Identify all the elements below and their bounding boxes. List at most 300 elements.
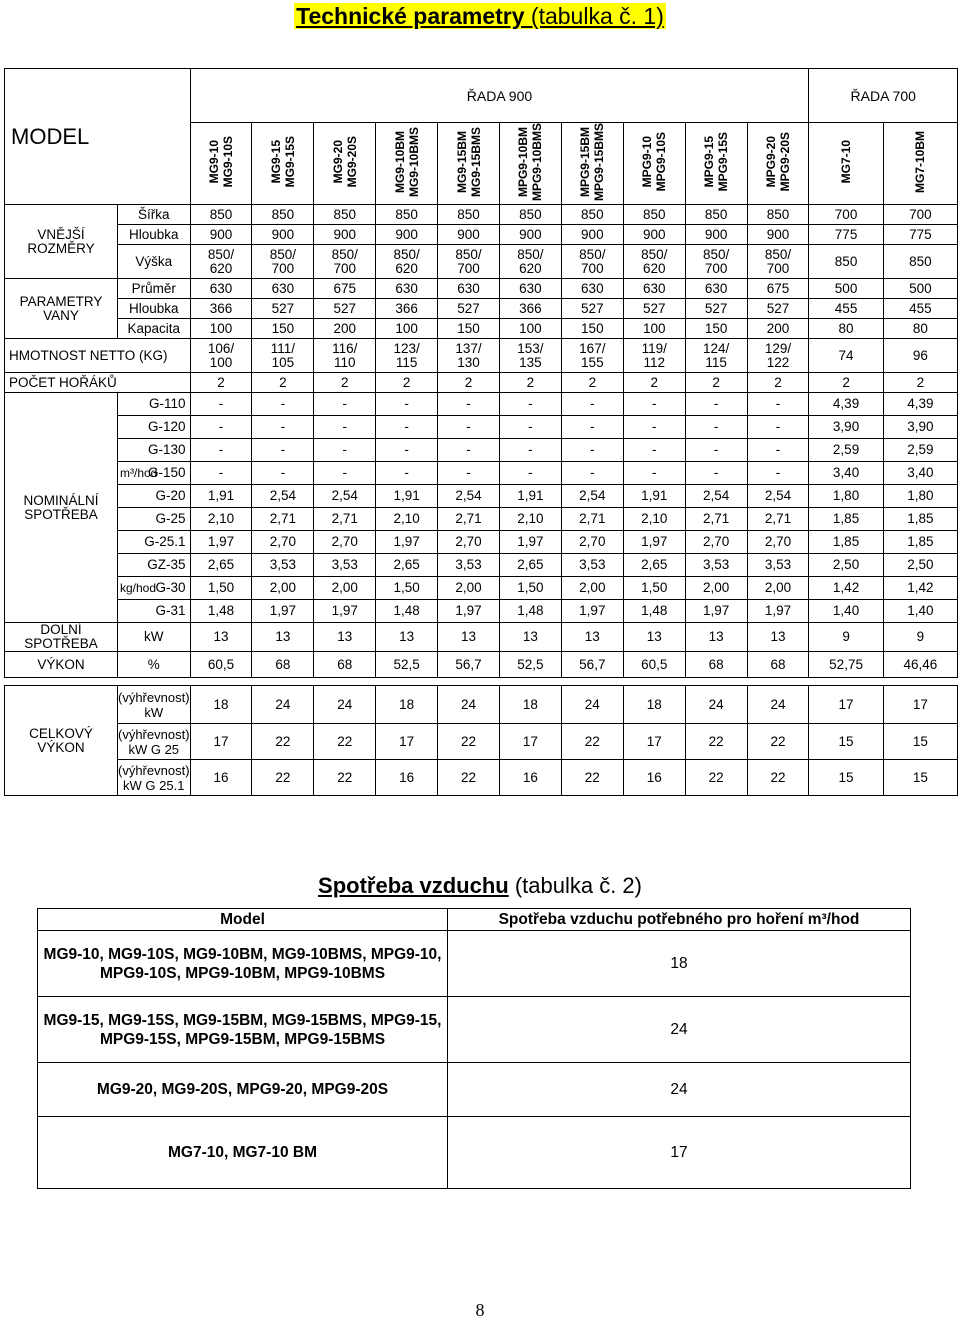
model-column-header [685, 123, 747, 205]
value-cell: 24 [685, 686, 747, 724]
row-label-weight: HMOTNOST NETTO (KG) [5, 339, 191, 373]
value-cell: 850 [561, 205, 623, 225]
value-cell: 2,54 [561, 485, 623, 508]
table-row [5, 299, 958, 319]
value-cell: 200 [747, 319, 809, 339]
value-cell: 150 [561, 319, 623, 339]
value-cell: 2 [809, 373, 883, 393]
value-cell: 2,70 [561, 531, 623, 554]
value-cell: 18 [623, 686, 685, 724]
value-cell: 900 [685, 225, 747, 245]
value-cell: 630 [499, 279, 561, 299]
model-column-label: MPG9-20 MPG9-20S [763, 132, 792, 192]
value-cell: 24 [747, 686, 809, 724]
value-cell: 80 [809, 319, 883, 339]
value-cell: 1,91 [190, 485, 252, 508]
model-column-label: MG7-10BM [913, 131, 928, 194]
series-700-header: ŘADA 700 [809, 69, 958, 123]
model-column-label: MPG9-10 MPG9-10S [640, 132, 669, 192]
value-cell: 2,00 [438, 577, 500, 600]
value-cell: 2,10 [499, 508, 561, 531]
value-cell: - [252, 416, 314, 439]
value-cell: 3,53 [314, 554, 376, 577]
value-cell: 850/ 700 [252, 245, 314, 279]
value-cell: 1,50 [376, 577, 438, 600]
model-column-label: MG7-10 [839, 140, 854, 184]
air-value-cell: 17 [448, 1117, 911, 1189]
model-column-header [252, 123, 314, 205]
value-cell: 2,54 [685, 485, 747, 508]
value-cell: 3,40 [883, 462, 957, 485]
value-cell: 850/ 700 [314, 245, 376, 279]
value-cell: - [376, 462, 438, 485]
gas-type-label: G-25 [155, 511, 186, 527]
value-cell: - [499, 462, 561, 485]
value-cell: 1,48 [623, 600, 685, 623]
value-cell: 2,00 [252, 577, 314, 600]
value-cell: 2 [376, 373, 438, 393]
value-cell: 116/ 110 [314, 339, 376, 373]
value-cell: 630 [623, 279, 685, 299]
value-cell: 4,39 [883, 393, 957, 416]
table-row [5, 686, 958, 724]
air-consumption-table [37, 908, 911, 1189]
value-cell: - [438, 393, 500, 416]
value-cell: 80 [883, 319, 957, 339]
table-row [5, 416, 958, 439]
value-cell: 630 [561, 279, 623, 299]
value-cell: 2,71 [561, 508, 623, 531]
value-cell: 850/ 620 [190, 245, 252, 279]
value-cell: 1,85 [883, 508, 957, 531]
value-cell: 60,5 [623, 652, 685, 678]
value-cell: 2,70 [252, 531, 314, 554]
value-cell: 111/ 105 [252, 339, 314, 373]
value-cell: 3,53 [747, 554, 809, 577]
value-cell: 17 [883, 686, 957, 724]
table-row [5, 577, 958, 600]
value-cell: 2,71 [438, 508, 500, 531]
model-column-label: MPG9-15 MPG9-15S [702, 132, 731, 192]
table-row [5, 373, 958, 393]
row-label-height: Výška [118, 245, 191, 279]
value-cell: 52,5 [376, 652, 438, 678]
value-cell: 900 [376, 225, 438, 245]
value-cell: - [623, 416, 685, 439]
air-value-cell: 24 [448, 1063, 911, 1117]
m3-unit: m³/hod [120, 466, 158, 481]
value-cell: - [438, 462, 500, 485]
value-cell: 22 [561, 760, 623, 796]
value-cell: 96 [883, 339, 957, 373]
value-cell: 700 [809, 205, 883, 225]
value-cell: 2,65 [190, 554, 252, 577]
value-cell: 15 [883, 724, 957, 760]
value-cell: 850/ 620 [623, 245, 685, 279]
value-cell: - [561, 393, 623, 416]
value-cell: 2,70 [438, 531, 500, 554]
value-cell: - [685, 393, 747, 416]
value-cell: 2,00 [747, 577, 809, 600]
gas-type-cell [118, 439, 191, 462]
value-cell: 52,5 [499, 652, 561, 678]
value-cell: 775 [883, 225, 957, 245]
value-cell: 850/ 700 [438, 245, 500, 279]
value-cell: 1,97 [499, 531, 561, 554]
value-cell: 22 [314, 724, 376, 760]
value-cell: - [623, 393, 685, 416]
value-cell: 366 [190, 299, 252, 319]
value-cell: 200 [314, 319, 376, 339]
value-cell: - [190, 439, 252, 462]
value-cell: 2,54 [747, 485, 809, 508]
model-column-label: MPG9-10BM MPG9-10BMS [516, 123, 545, 202]
value-cell: 150 [685, 319, 747, 339]
value-cell: 2,10 [623, 508, 685, 531]
value-cell: 850 [747, 205, 809, 225]
row-label-width: Šířka [118, 205, 191, 225]
value-cell: 22 [561, 724, 623, 760]
value-cell: 2 [685, 373, 747, 393]
value-cell: 2,71 [252, 508, 314, 531]
value-cell: 850/ 620 [376, 245, 438, 279]
value-cell: 2 [252, 373, 314, 393]
value-cell: 100 [499, 319, 561, 339]
value-cell: 1,50 [190, 577, 252, 600]
value-cell: 22 [685, 724, 747, 760]
value-cell: 850 [190, 205, 252, 225]
model-column-header [376, 123, 438, 205]
value-cell: 13 [623, 623, 685, 652]
value-cell: 9 [883, 623, 957, 652]
value-cell: 4,39 [809, 393, 883, 416]
value-cell: 17 [623, 724, 685, 760]
table-row [5, 724, 958, 760]
table-row [5, 205, 958, 225]
efficiency-unit: % [118, 652, 191, 678]
value-cell: 1,40 [883, 600, 957, 623]
value-cell: 1,48 [190, 600, 252, 623]
value-cell: 775 [809, 225, 883, 245]
value-cell: 2,59 [809, 439, 883, 462]
value-cell: 16 [499, 760, 561, 796]
table2-title [0, 873, 960, 899]
value-cell: - [190, 416, 252, 439]
title1-rest: (tabulka č. 1) [524, 3, 664, 29]
value-cell: 9 [809, 623, 883, 652]
value-cell: 24 [252, 686, 314, 724]
table-row [5, 439, 958, 462]
value-cell: 24 [314, 686, 376, 724]
row-label-depth: Hloubka [118, 225, 191, 245]
value-cell: 2 [883, 373, 957, 393]
model-column-label: MG9-10 MG9-10S [206, 136, 235, 188]
value-cell: - [314, 416, 376, 439]
value-cell: 2 [190, 373, 252, 393]
total-power-row-label: (výhřevnost) kW G 25.1 [118, 760, 191, 796]
value-cell: 2,50 [809, 554, 883, 577]
value-cell: 850 [809, 245, 883, 279]
model-column-label: MG9-15 MG9-15S [268, 136, 297, 188]
table-row [5, 339, 958, 373]
gas-type-cell [118, 393, 191, 416]
value-cell: 24 [438, 686, 500, 724]
air-value-cell: 24 [448, 997, 911, 1063]
value-cell: 56,7 [561, 652, 623, 678]
row-label-vat-depth: Hloubka [118, 299, 191, 319]
model-column-label: MG9-10BM MG9-10BMS [392, 127, 421, 198]
value-cell: 1,97 [747, 600, 809, 623]
value-cell: 68 [252, 652, 314, 678]
value-cell: - [561, 416, 623, 439]
value-cell: 2,54 [252, 485, 314, 508]
value-cell: 15 [809, 724, 883, 760]
value-cell: 455 [883, 299, 957, 319]
value-cell: 3,90 [809, 416, 883, 439]
value-cell: - [747, 439, 809, 462]
value-cell: 68 [747, 652, 809, 678]
model-column-header [561, 123, 623, 205]
model-column-label: MPG9-15BM MPG9-15BMS [578, 123, 607, 202]
table-row [38, 931, 911, 997]
table-row [5, 508, 958, 531]
model-column-header [747, 123, 809, 205]
value-cell: 630 [685, 279, 747, 299]
spacer-cell [5, 678, 958, 686]
table1-title [0, 3, 960, 30]
value-cell: 1,42 [883, 577, 957, 600]
value-cell: - [561, 462, 623, 485]
table-row [5, 652, 958, 678]
value-cell: 1,97 [623, 531, 685, 554]
value-cell: 2 [623, 373, 685, 393]
value-cell: - [438, 439, 500, 462]
value-cell: 3,53 [438, 554, 500, 577]
value-cell: 850 [499, 205, 561, 225]
table-row [5, 225, 958, 245]
value-cell: - [314, 439, 376, 462]
value-cell: 74 [809, 339, 883, 373]
value-cell: 900 [623, 225, 685, 245]
value-cell: 675 [747, 279, 809, 299]
total-power-row-label: (výhřevnost) kW [118, 686, 191, 724]
model-column-header [314, 123, 376, 205]
value-cell: 850 [252, 205, 314, 225]
value-cell: 1,97 [252, 600, 314, 623]
value-cell: 22 [314, 760, 376, 796]
title2-rest: (tabulka č. 2) [508, 873, 642, 898]
value-cell: 527 [623, 299, 685, 319]
table-row [5, 279, 958, 299]
value-cell: 1,48 [376, 600, 438, 623]
value-cell: - [685, 439, 747, 462]
value-cell: 2,10 [190, 508, 252, 531]
value-cell: 2 [747, 373, 809, 393]
value-cell: 527 [314, 299, 376, 319]
value-cell: - [747, 393, 809, 416]
value-cell: 16 [190, 760, 252, 796]
value-cell: - [252, 439, 314, 462]
gas-type-label: G-120 [148, 419, 186, 435]
value-cell: 850 [438, 205, 500, 225]
value-cell: 2,71 [685, 508, 747, 531]
model-column-header: Model [38, 909, 448, 931]
value-cell: 68 [314, 652, 376, 678]
value-cell: 13 [314, 623, 376, 652]
value-cell: 1,80 [883, 485, 957, 508]
value-cell: 22 [252, 760, 314, 796]
value-cell: - [252, 462, 314, 485]
value-cell: 630 [190, 279, 252, 299]
value-cell: 153/ 135 [499, 339, 561, 373]
value-cell: 527 [252, 299, 314, 319]
value-cell: 2,54 [438, 485, 500, 508]
total-power-row-label: (výhřevnost) kW G 25 [118, 724, 191, 760]
value-cell: 1,91 [376, 485, 438, 508]
gas-type-cell [118, 508, 191, 531]
value-cell: 850 [314, 205, 376, 225]
model-cell: MG9-10, MG9-10S, MG9-10BM, MG9-10BMS, MPG9-10, MPG9-10S, MPG9-10BM, MPG9-10BMS [38, 931, 448, 997]
value-cell: 675 [314, 279, 376, 299]
value-cell: 15 [809, 760, 883, 796]
value-cell: 15 [883, 760, 957, 796]
gas-type-cell [118, 462, 191, 485]
value-cell: 1,50 [623, 577, 685, 600]
row-label-lower-consumption: DOLNÍ SPOTŘEBA [5, 623, 118, 652]
value-cell: 150 [438, 319, 500, 339]
table-row [38, 1063, 911, 1117]
title1-bold: Technické parametry [296, 3, 525, 29]
value-cell: 527 [747, 299, 809, 319]
technical-parameters-table [4, 68, 958, 796]
value-cell: 2 [499, 373, 561, 393]
gas-type-label: G-150 [148, 465, 186, 481]
page-number: 8 [475, 1300, 485, 1320]
value-cell: 22 [747, 760, 809, 796]
vat-group-label: PARAMETRY VANY [5, 279, 118, 339]
value-cell: 900 [499, 225, 561, 245]
value-cell: 3,90 [883, 416, 957, 439]
value-cell: 900 [438, 225, 500, 245]
gas-type-label: G-30 [155, 580, 186, 596]
value-cell: 1,97 [561, 600, 623, 623]
value-cell: 13 [561, 623, 623, 652]
value-cell: 1,40 [809, 600, 883, 623]
table-row [5, 393, 958, 416]
value-cell: 455 [809, 299, 883, 319]
value-cell: - [438, 416, 500, 439]
lower-unit: kW [118, 623, 191, 652]
gas-type-label: GZ-35 [147, 557, 186, 573]
value-cell: - [623, 439, 685, 462]
value-cell: 129/ 122 [747, 339, 809, 373]
value-cell: 2,70 [314, 531, 376, 554]
value-cell: 2,71 [314, 508, 376, 531]
value-cell: - [747, 416, 809, 439]
model-column-label: MG9-15BM MG9-15BMS [454, 127, 483, 198]
value-cell: 1,85 [809, 508, 883, 531]
value-cell: 2,10 [376, 508, 438, 531]
value-cell: 2,00 [561, 577, 623, 600]
value-cell: 13 [499, 623, 561, 652]
value-cell: 700 [883, 205, 957, 225]
value-cell: 123/ 115 [376, 339, 438, 373]
table-row [5, 531, 958, 554]
value-cell: 17 [499, 724, 561, 760]
value-cell: 13 [190, 623, 252, 652]
value-cell: 13 [747, 623, 809, 652]
nominal-consumption-label: NOMINÁLNÍ SPOTŘEBA [5, 393, 118, 623]
value-cell: 13 [376, 623, 438, 652]
value-cell: 18 [376, 686, 438, 724]
value-cell: 167/ 155 [561, 339, 623, 373]
gas-type-label: G-31 [155, 603, 186, 619]
value-cell: 2,59 [883, 439, 957, 462]
value-cell: - [314, 393, 376, 416]
table-row [5, 319, 958, 339]
total-power-label: CELKOVÝ VÝKON [5, 686, 118, 796]
title2-bold: Spotřeba vzduchu [318, 873, 509, 898]
value-cell: 46,46 [883, 652, 957, 678]
value-cell: 1,97 [190, 531, 252, 554]
value-cell: - [376, 416, 438, 439]
value-cell: 500 [809, 279, 883, 299]
table-row [5, 678, 958, 686]
value-cell: - [376, 393, 438, 416]
value-cell: 850/ 700 [561, 245, 623, 279]
model-cell: MG9-15, MG9-15S, MG9-15BM, MG9-15BMS, MPG9-15, MPG9-15S, MPG9-15BM, MPG9-15BMS [38, 997, 448, 1063]
model-cell: MG9-20, MG9-20S, MPG9-20, MPG9-20S [38, 1063, 448, 1117]
value-cell: 900 [561, 225, 623, 245]
value-cell: 100 [376, 319, 438, 339]
value-cell: - [499, 393, 561, 416]
value-cell: - [685, 462, 747, 485]
value-cell: 18 [190, 686, 252, 724]
value-cell: 17 [190, 724, 252, 760]
table-row [5, 485, 958, 508]
value-cell: - [623, 462, 685, 485]
gas-type-label: G-130 [148, 442, 186, 458]
value-cell: 527 [685, 299, 747, 319]
table-row [38, 997, 911, 1063]
air-column-header: Spotřeba vzduchu potřebného pro hoření m³/hod [448, 909, 911, 931]
model-header: MODEL [5, 69, 191, 205]
value-cell: 630 [252, 279, 314, 299]
value-cell: 2 [561, 373, 623, 393]
value-cell: 2,54 [314, 485, 376, 508]
gas-type-cell [118, 554, 191, 577]
value-cell: 2,65 [623, 554, 685, 577]
value-cell: 527 [438, 299, 500, 319]
row-label-capacity: Kapacita [118, 319, 191, 339]
value-cell: 150 [252, 319, 314, 339]
gas-type-label: G-20 [155, 488, 186, 504]
value-cell: 22 [747, 724, 809, 760]
value-cell: 2,70 [685, 531, 747, 554]
row-label-burners: POČET HOŘÁKŮ [5, 373, 191, 393]
value-cell: 1,85 [809, 531, 883, 554]
value-cell: 124/ 115 [685, 339, 747, 373]
value-cell: 850 [883, 245, 957, 279]
value-cell: 17 [809, 686, 883, 724]
value-cell: 18 [499, 686, 561, 724]
model-column-header [883, 123, 957, 205]
row-label-efficiency: VÝKON [5, 652, 118, 678]
model-column-header [809, 123, 883, 205]
value-cell: 13 [685, 623, 747, 652]
value-cell: 900 [747, 225, 809, 245]
value-cell: 630 [438, 279, 500, 299]
